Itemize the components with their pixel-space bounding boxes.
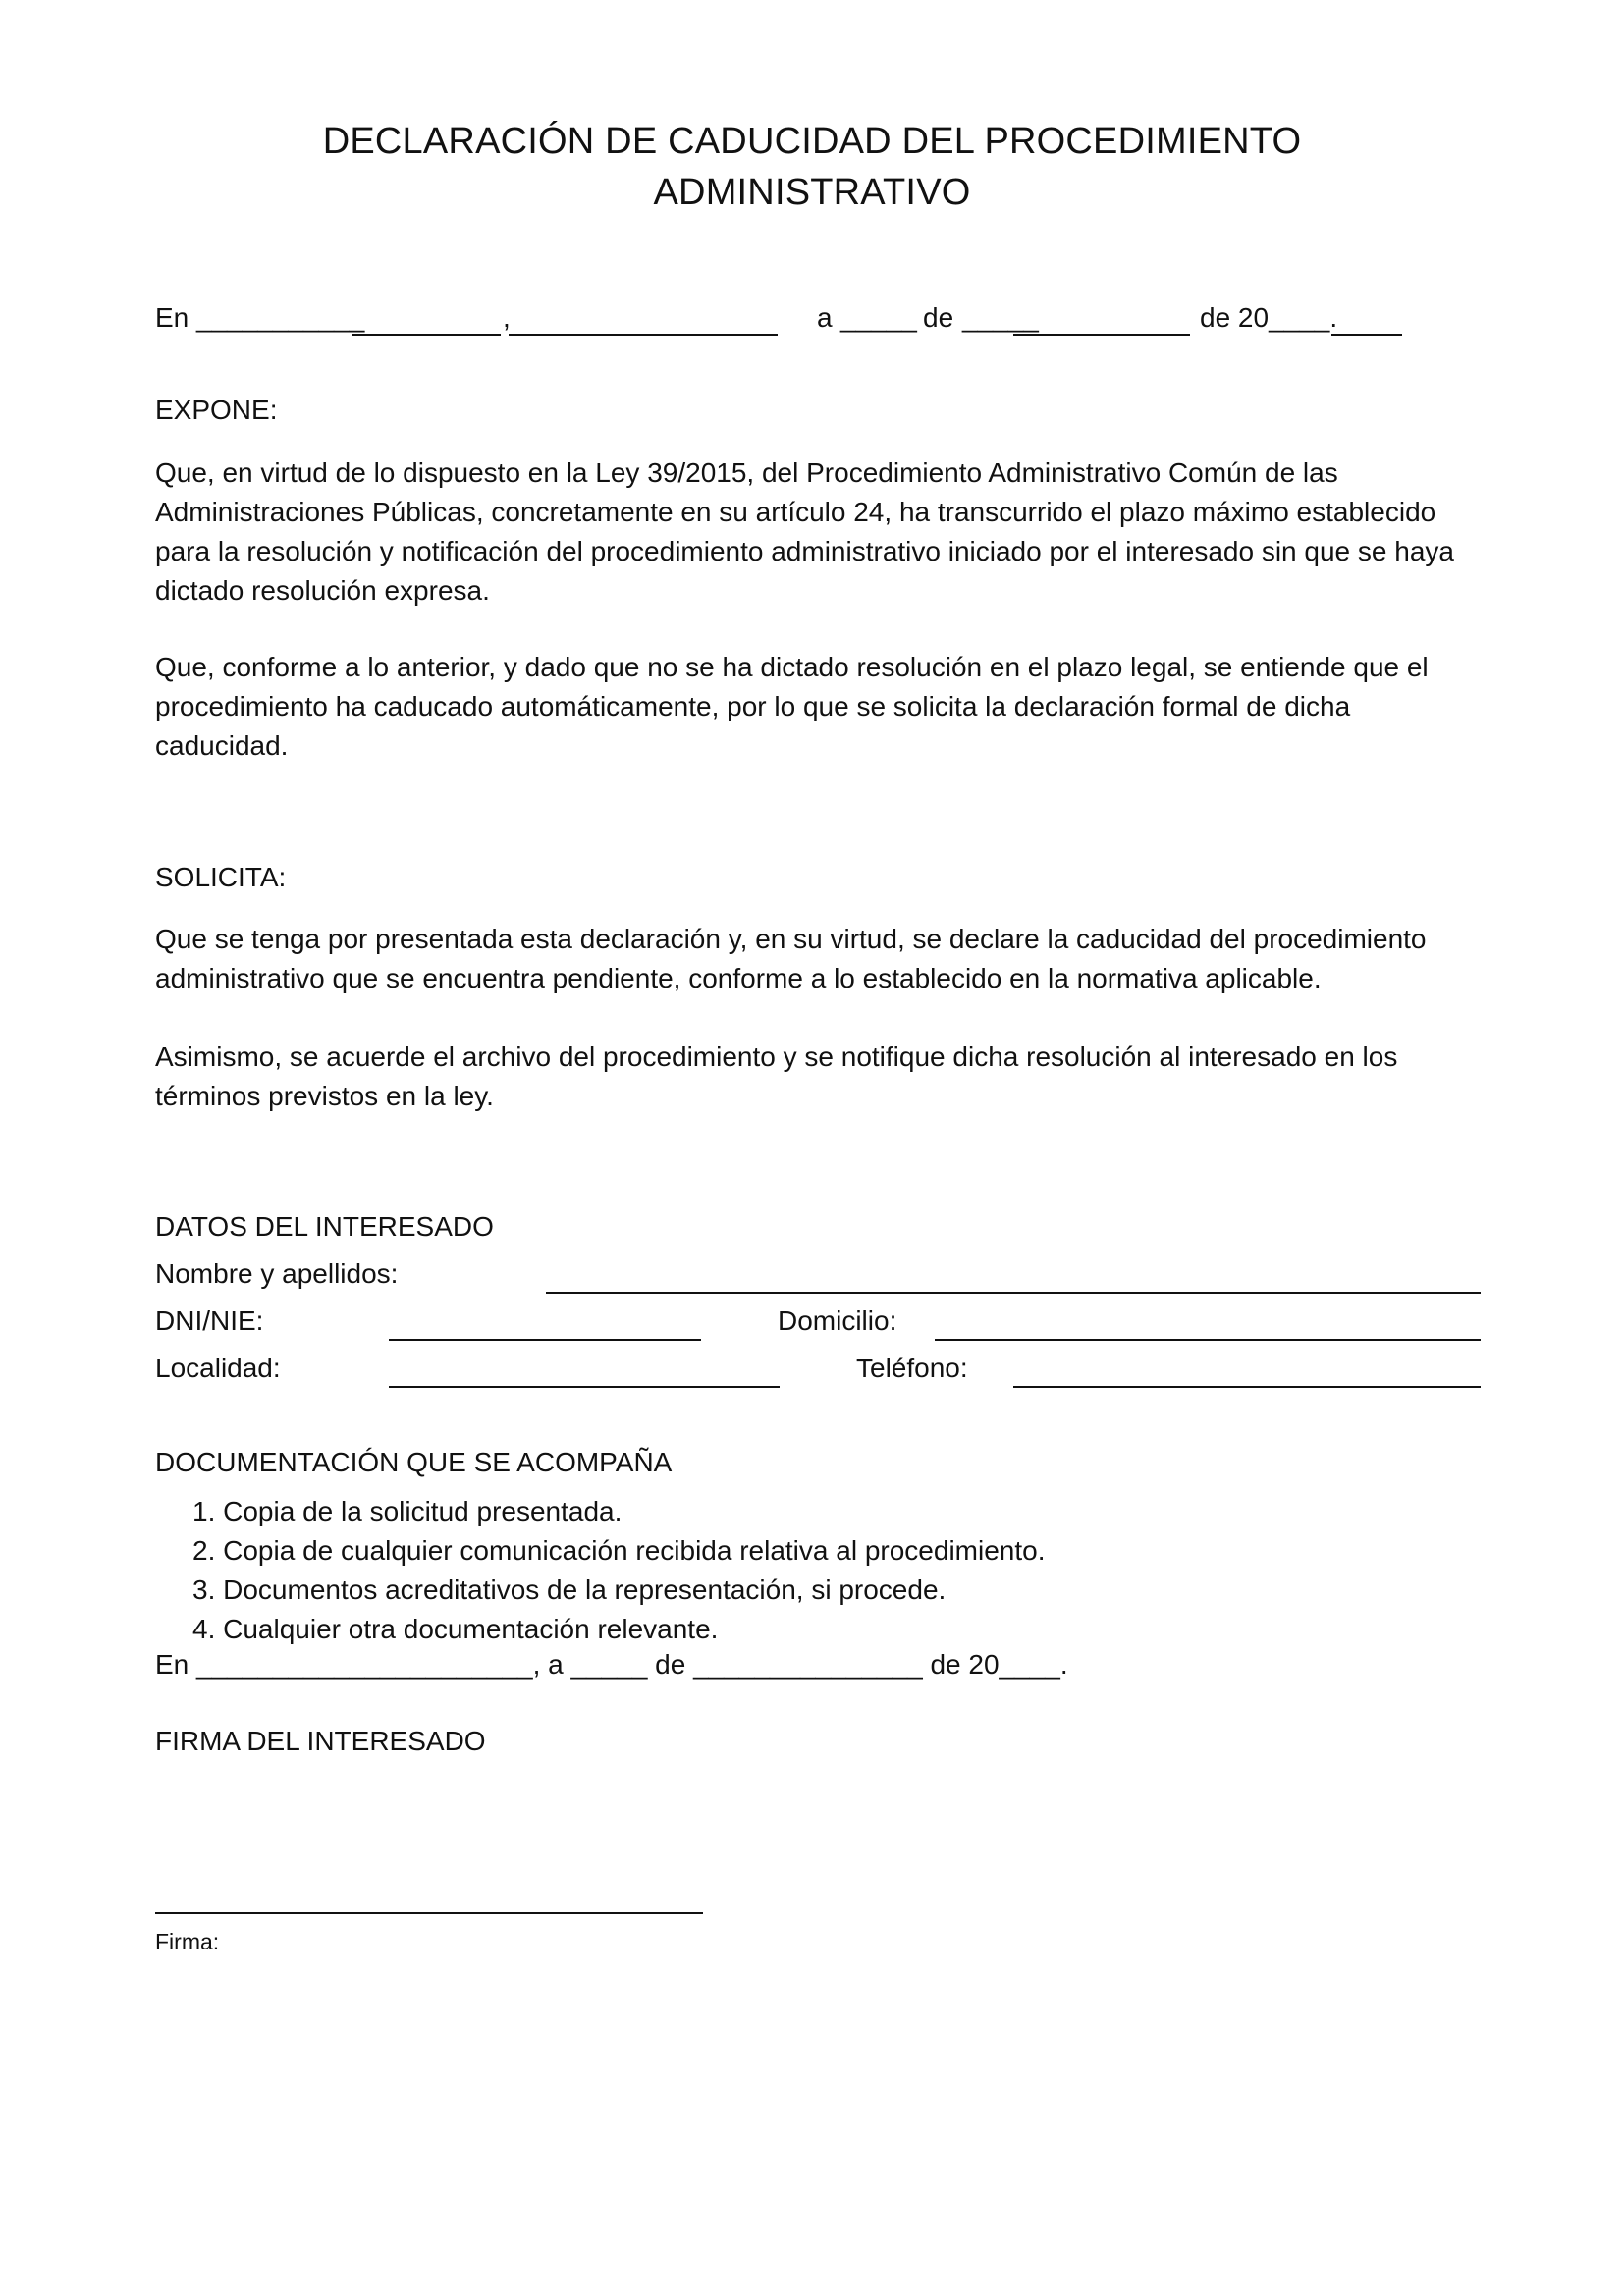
localidad-label: Localidad: [155, 1353, 281, 1383]
paragraph-line: Administraciones Públicas, concretamente en su artículo 24, ha transcurrido el plazo máximo establecido [155, 497, 1436, 527]
paragraph-line: Que se tenga por presentada esta declaración y, en su virtud, se declare la caducidad del procedimiento [155, 924, 1427, 954]
paragraph-line: procedimiento ha caducado automáticamente, por lo que se solicita la declaración formal de dicha [155, 691, 1351, 721]
place-date-bottom: En ______________________, a _____ de _______________ de 20____. [155, 1649, 1068, 1680]
dni-label: DNI/NIE: [155, 1306, 264, 1336]
place-date-de-1: de [923, 302, 954, 333]
expone-heading: EXPONE: [155, 395, 278, 425]
expone-paragraph-2 [155, 648, 1471, 766]
solicita-paragraph-2 [155, 1038, 1471, 1116]
document-title [0, 116, 1624, 218]
paragraph-line: Que, conforme a lo anterior, y dado que no se ha dictado resolución en el plazo legal, se entiende que el [155, 652, 1429, 682]
nombre-field-line[interactable] [546, 1292, 1481, 1294]
place-date-day-blank: _____ [840, 302, 917, 333]
documentacion-heading: DOCUMENTACIÓN QUE SE ACOMPAÑA [155, 1447, 673, 1477]
localidad-field-line[interactable] [389, 1386, 780, 1388]
title-line-1: DECLARACIÓN DE CADUCIDAD DEL PROCEDIMIENTO [322, 121, 1302, 162]
paragraph-line: administrativo que se encuentra pendiente, conforme a lo establecido en la normativa aplicable. [155, 963, 1322, 993]
paragraph-line: Asimismo, se acuerde el archivo del procedimiento y se notifique dicha resolución al interesado en los [155, 1041, 1398, 1072]
city-underline-extended [509, 334, 778, 336]
place-date-a: a [817, 302, 833, 333]
list-item: 2. Copia de cualquier comunicación recibida relativa al procedimiento. [192, 1535, 1046, 1566]
telefono-label: Teléfono: [856, 1353, 968, 1383]
month-underline [1013, 334, 1190, 336]
dni-field-line[interactable] [389, 1339, 701, 1341]
list-item: 1. Copia de la solicitud presentada. [192, 1496, 623, 1526]
year-underline [1331, 334, 1402, 336]
domicilio-field-line[interactable] [935, 1339, 1481, 1341]
place-date-en: En [155, 302, 189, 333]
telefono-field-line[interactable] [1013, 1386, 1481, 1388]
expone-paragraph-1 [155, 454, 1471, 611]
solicita-heading: SOLICITA: [155, 862, 287, 892]
place-date-de-2: de 20____. [1200, 302, 1338, 333]
title-line-2: ADMINISTRATIVO [653, 172, 971, 213]
domicilio-label: Domicilio: [778, 1306, 897, 1336]
paragraph-line: caducidad. [155, 730, 289, 761]
firma-label: Firma: [155, 1929, 220, 1954]
paragraph-line: dictado resolución expresa. [155, 575, 490, 606]
place-date-month-blank: _____ [962, 302, 1039, 333]
datos-heading: DATOS DEL INTERESADO [155, 1211, 494, 1242]
city-underline [352, 334, 501, 336]
paragraph-line: Que, en virtud de lo dispuesto en la Ley 39/2015, del Procedimiento Administrativo Común de las [155, 457, 1338, 488]
list-item: 3. Documentos acreditativos de la representación, si procede. [192, 1575, 947, 1605]
place-date-comma: , [503, 302, 511, 333]
list-item: 4. Cualquier otra documentación relevante. [192, 1614, 719, 1644]
place-date-city-blank: ___________ [196, 302, 365, 333]
paragraph-line: para la resolución y notificación del procedimiento administrativo iniciado por el interesado sin que se haya [155, 536, 1454, 566]
firma-heading: FIRMA DEL INTERESADO [155, 1726, 486, 1756]
paragraph-line: términos previstos en la ley. [155, 1081, 494, 1111]
solicita-paragraph-1 [155, 920, 1471, 998]
signature-line[interactable] [155, 1912, 703, 1914]
nombre-label: Nombre y apellidos: [155, 1258, 399, 1289]
